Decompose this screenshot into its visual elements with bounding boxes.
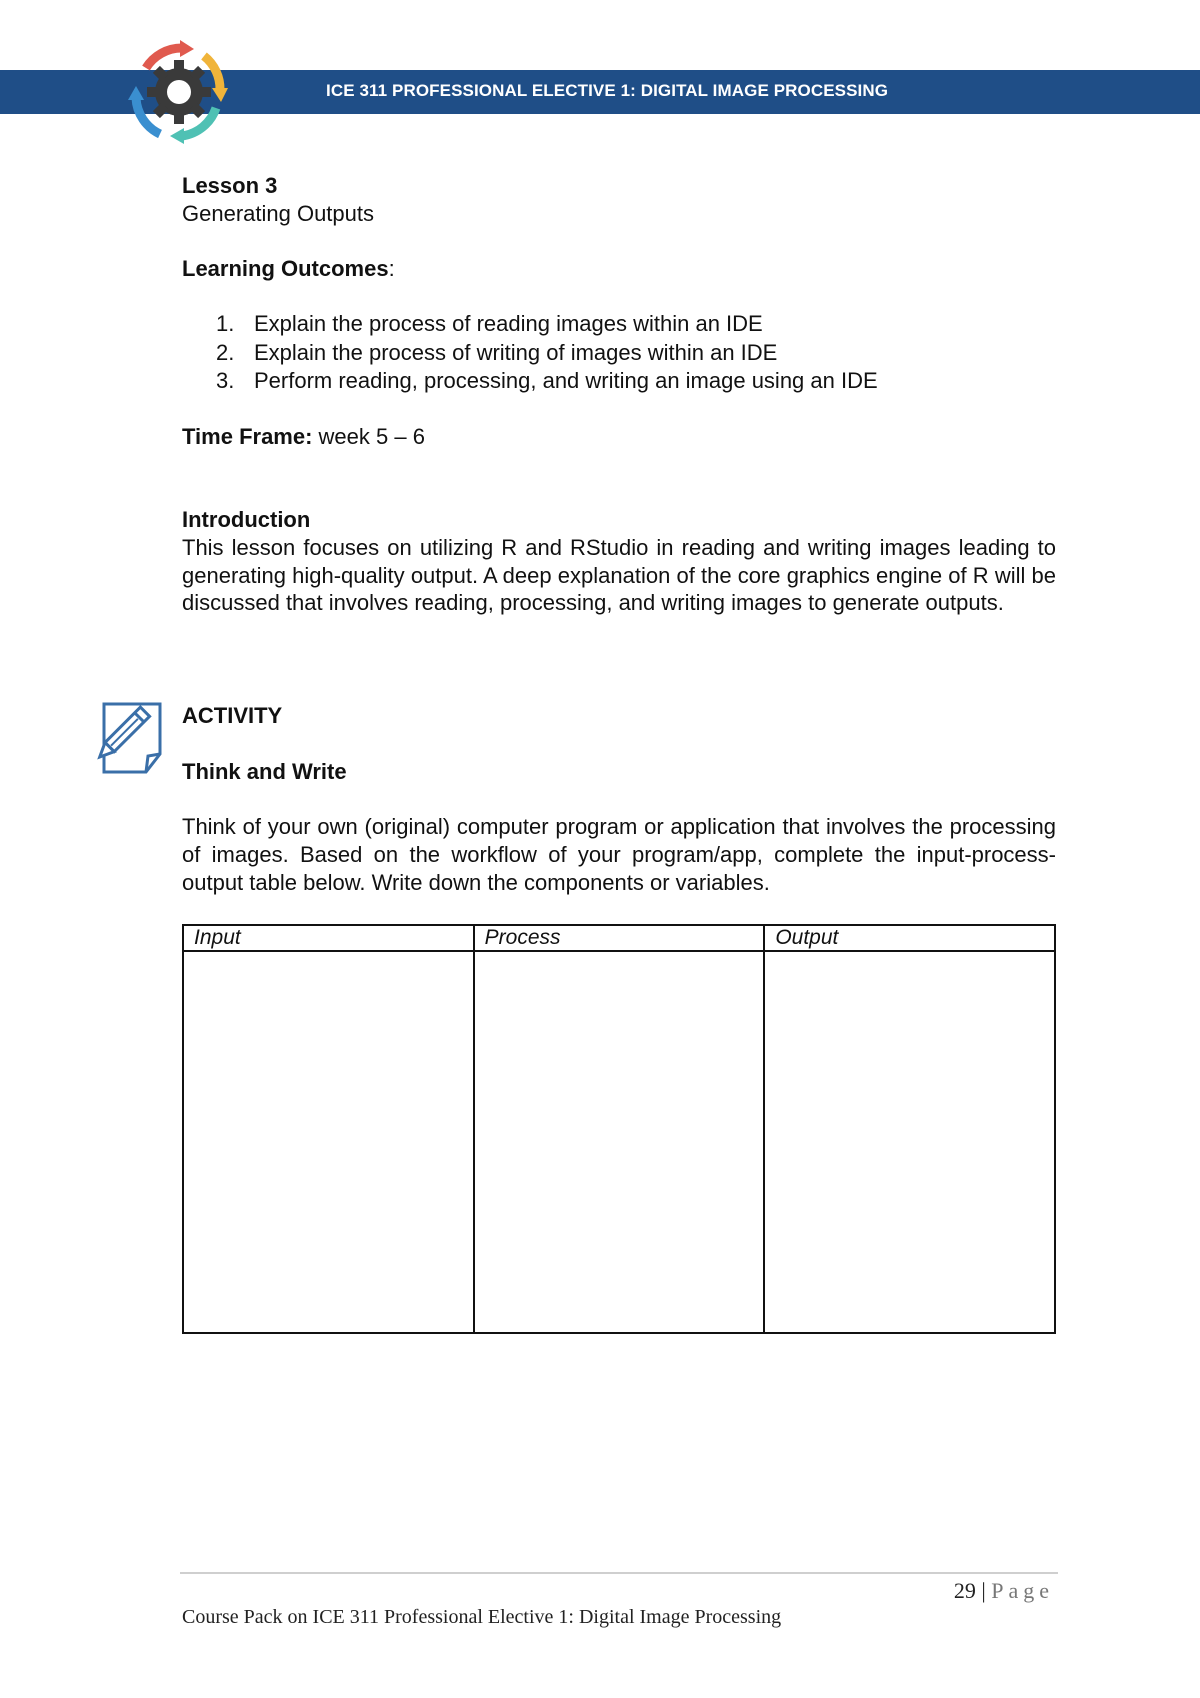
time-frame (182, 423, 1056, 451)
output-cell[interactable] (764, 951, 1055, 1333)
course-pack-footer: Course Pack on ICE 311 Professional Elective 1: Digital Image Processing (182, 1606, 782, 1628)
output-column-header: Output (764, 925, 1055, 951)
outcome-item (182, 310, 878, 339)
page-number-separator: | (975, 1578, 992, 1603)
time-frame-label: Time Frame: (182, 424, 313, 449)
learning-outcomes-heading (182, 255, 1056, 283)
think-and-write-heading: Think and Write (182, 759, 347, 784)
input-process-output-table (182, 924, 1056, 1334)
gear-cycle-logo (124, 38, 234, 146)
learning-outcomes-label: Learning Outcomes (182, 256, 389, 281)
header-title: ICE 311 PROFESSIONAL ELECTIVE 1: DIGITAL IMAGE PROCESSING (326, 81, 889, 100)
learning-outcomes-list (182, 310, 878, 396)
outcome-text: Explain the process of reading images within an IDE (254, 311, 763, 336)
learning-outcomes-colon: : (388, 256, 395, 281)
lesson-number: Lesson 3 (182, 173, 278, 198)
outcome-text: Perform reading, processing, and writing an image using an IDE (254, 368, 878, 393)
lesson-subtitle: Generating Outputs (182, 201, 375, 226)
outcome-number: 2. (216, 339, 235, 365)
process-cell[interactable] (474, 951, 765, 1333)
input-cell[interactable] (183, 951, 474, 1333)
outcome-item (182, 339, 878, 368)
footer-divider (180, 1572, 1058, 1574)
outcome-item (182, 367, 878, 396)
introduction-heading: Introduction (182, 507, 311, 532)
process-column-header: Process (474, 925, 765, 951)
activity-heading: ACTIVITY (182, 703, 283, 728)
time-frame-value: week 5 – 6 (312, 424, 425, 449)
outcome-number: 3. (216, 368, 235, 393)
activity-instructions: Think of your own (original) computer program or application that involves the processing of images. Based on the workflow of your program/app, complete the input-process-output table below. Write down the components or variables. (182, 814, 1056, 895)
input-column-header: Input (183, 925, 474, 951)
outcome-number: 1. (216, 311, 235, 336)
outcome-text: Explain the process of writing of images within an IDE (254, 339, 778, 365)
introduction-text: This lesson focuses on utilizing R and RStudio in reading and writing images leading to generating high-quality output. A deep explanation of the core graphics engine of R will be discussed that involves reading, processing, and writing images to generate outputs. (182, 535, 1056, 615)
page-label: Page (991, 1578, 1054, 1603)
pencil-paper-icon (94, 700, 164, 776)
page-number-value: 29 (953, 1578, 976, 1603)
page-number (954, 1578, 1054, 1604)
